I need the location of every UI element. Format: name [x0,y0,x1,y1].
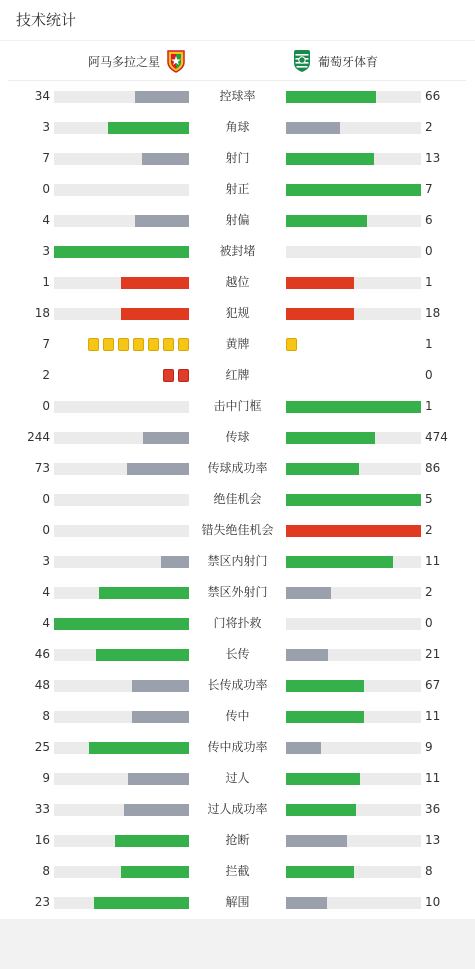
stat-row [0,236,475,267]
away-stat-bar [286,618,421,630]
home-stat-value: 7 [42,151,50,165]
away-stat-bar [286,277,421,289]
away-stat-bar-fill [286,835,347,847]
stats-list [0,81,475,918]
away-stat-value: 10 [425,895,441,909]
away-team[interactable] [292,49,378,73]
home-stat-bar-fill [54,246,189,258]
away-stat-bar [286,401,421,413]
away-stat-bar-fill [286,680,364,692]
home-stat-bar [54,649,189,661]
away-stat-value: 6 [425,213,433,227]
home-stat-bar-fill [143,432,189,444]
away-stat-bar-fill [286,494,421,506]
away-stat-bar-fill [286,463,359,475]
yellow-card-icon [118,338,129,351]
home-stat-value: 3 [42,554,50,568]
home-stat-value: 23 [34,895,50,909]
yellow-card-icon [148,338,159,351]
stat-row [0,732,475,763]
home-stat-bar-fill [142,153,189,165]
stat-row [0,763,475,794]
stat-row [0,701,475,732]
away-stat-value: 474 [425,430,448,444]
away-stat-bar-fill [286,215,367,227]
away-stat-bar-fill [286,649,328,661]
away-stat-value: 66 [425,89,441,103]
home-stat-bar [54,122,189,134]
home-team[interactable] [88,49,186,73]
stat-row [0,825,475,856]
stat-row [0,453,475,484]
home-stat-value: 7 [42,337,50,351]
away-stat-value: 7 [425,182,433,196]
yellow-card-icon [103,338,114,351]
stat-label: 长传成功率 [207,678,268,692]
home-red-cards [163,369,189,382]
stat-row [0,608,475,639]
yellow-card-icon [133,338,144,351]
away-stat-bar [286,246,421,258]
away-stat-bar [286,649,421,661]
home-stat-value: 244 [27,430,50,444]
home-stat-value: 8 [42,864,50,878]
away-stat-bar [286,680,421,692]
home-stat-bar [54,308,189,320]
home-stat-value: 34 [34,89,50,103]
away-stat-bar [286,153,421,165]
stat-label: 过人成功率 [207,802,268,816]
home-stat-bar-fill [161,556,189,568]
stat-row [0,267,475,298]
stat-row [0,887,475,918]
away-stat-bar [286,804,421,816]
away-stat-bar-fill [286,122,340,134]
away-stat-bar-fill [286,866,354,878]
teams-header [8,41,466,81]
away-stat-bar [286,897,421,909]
home-stat-bar-fill [121,277,189,289]
home-stat-bar [54,184,189,196]
home-stat-bar-fill [121,308,189,320]
stat-label: 禁区内射门 [207,554,268,568]
stat-row [0,639,475,670]
home-stat-bar-fill [132,711,189,723]
home-stat-bar [54,587,189,599]
home-stat-bar [54,153,189,165]
away-stat-bar-fill [286,277,354,289]
away-stat-bar [286,525,421,537]
away-stat-value: 21 [425,647,441,661]
away-team-name: 葡萄牙体育 [318,54,379,69]
home-stat-bar [54,711,189,723]
home-stat-value: 18 [34,306,50,320]
stat-label: 黄牌 [225,337,250,351]
stat-row [0,391,475,422]
away-stat-value: 13 [425,833,441,847]
home-stat-bar-fill [124,804,189,816]
home-stat-value: 3 [42,120,50,134]
away-stat-bar-fill [286,804,356,816]
yellow-card-icon [178,338,189,351]
home-stat-value: 4 [42,616,50,630]
away-stat-bar [286,556,421,568]
away-stat-bar [286,184,421,196]
away-stat-value: 8 [425,864,433,878]
away-stat-bar-fill [286,587,331,599]
home-stat-bar [54,494,189,506]
away-stat-bar-fill [286,91,376,103]
stat-label: 传中 [225,709,250,723]
away-stat-bar-fill [286,525,421,537]
away-stat-value: 2 [425,120,433,134]
away-stat-bar [286,494,421,506]
home-stat-bar-fill [127,463,189,475]
away-stat-bar [286,308,421,320]
stat-label: 绝佳机会 [213,492,262,506]
away-stat-bar [286,215,421,227]
home-stat-bar [54,432,189,444]
away-stat-value: 0 [425,616,433,630]
away-stat-bar-fill [286,184,421,196]
stat-label: 抢断 [225,833,250,847]
home-stat-bar-fill [135,91,189,103]
stat-label: 射偏 [225,213,250,227]
stat-label: 传球 [225,430,250,444]
stat-label: 越位 [225,275,250,289]
home-stat-bar-fill [128,773,189,785]
stat-label: 错失绝佳机会 [201,523,274,537]
stat-label: 传球成功率 [207,461,268,475]
stat-label: 射门 [225,151,250,165]
away-stat-bar [286,122,421,134]
stat-row [0,515,475,546]
home-stat-value: 0 [42,182,50,196]
stat-row [0,174,475,205]
stat-row [0,329,475,360]
home-stat-bar [54,215,189,227]
stat-label: 被封堵 [219,244,256,258]
red-card-icon [163,369,174,382]
stat-label: 解围 [225,895,250,909]
home-stat-value: 9 [42,771,50,785]
home-stat-bar-fill [135,215,189,227]
stat-label: 门将扑救 [213,616,262,630]
stat-label: 击中门框 [213,399,262,413]
stat-row [0,360,475,391]
home-stat-bar [54,463,189,475]
stat-label: 过人 [225,771,250,785]
away-stat-value: 1 [425,399,433,413]
yellow-card-icon [286,338,297,351]
stat-label: 射正 [225,182,250,196]
home-stat-bar [54,773,189,785]
home-yellow-cards [88,338,189,351]
away-stat-bar [286,835,421,847]
away-stat-bar-fill [286,153,374,165]
sporting-cp-crest-icon [292,49,312,73]
home-stat-bar-fill [132,680,189,692]
stat-row [0,546,475,577]
home-stat-value: 33 [34,802,50,816]
stat-label: 犯规 [225,306,250,320]
away-yellow-cards [286,338,297,351]
home-stat-value: 0 [42,399,50,413]
home-stat-bar [54,277,189,289]
stat-row [0,298,475,329]
away-stat-value: 2 [425,523,433,537]
stat-label: 角球 [225,120,250,134]
away-stat-value: 86 [425,461,441,475]
away-stat-value: 36 [425,802,441,816]
home-stat-value: 4 [42,585,50,599]
away-stat-value: 11 [425,554,441,568]
home-stat-bar [54,835,189,847]
stat-row [0,205,475,236]
home-stat-value: 25 [34,740,50,754]
home-stat-bar-fill [96,649,189,661]
yellow-card-icon [163,338,174,351]
home-stat-bar [54,246,189,258]
stat-label: 传中成功率 [207,740,268,754]
home-stat-value: 4 [42,213,50,227]
home-stat-bar [54,91,189,103]
home-stat-bar-fill [94,897,189,909]
away-stat-value: 18 [425,306,441,320]
home-stat-bar-fill [99,587,189,599]
stat-row [0,143,475,174]
away-stat-value: 5 [425,492,433,506]
home-stat-bar-fill [89,742,189,754]
away-stat-bar-fill [286,401,421,413]
away-stat-bar [286,91,421,103]
away-stat-bar [286,587,421,599]
away-stat-bar-fill [286,308,354,320]
away-stat-bar [286,432,421,444]
away-stat-value: 13 [425,151,441,165]
estrela-amadora-crest-icon [166,49,186,73]
home-stat-bar [54,401,189,413]
home-stat-value: 0 [42,523,50,537]
away-stat-value: 1 [425,337,433,351]
home-stat-bar-fill [54,618,189,630]
stat-row [0,856,475,887]
home-stat-value: 2 [42,368,50,382]
home-stat-bar-fill [115,835,189,847]
home-stat-bar-fill [108,122,189,134]
home-stat-value: 16 [34,833,50,847]
away-stat-value: 0 [425,244,433,258]
yellow-card-icon [88,338,99,351]
home-stat-bar [54,525,189,537]
away-stat-bar [286,773,421,785]
home-stat-value: 8 [42,709,50,723]
away-stat-value: 0 [425,368,433,382]
stat-row [0,577,475,608]
home-stat-value: 46 [34,647,50,661]
home-stat-value: 3 [42,244,50,258]
home-stat-bar [54,897,189,909]
home-team-name: 阿马多拉之星 [87,54,160,69]
stat-label: 拦截 [225,864,250,878]
stat-label: 禁区外射门 [207,585,268,599]
away-stat-bar-fill [286,711,364,723]
away-stat-bar-fill [286,773,360,785]
home-stat-bar-fill [121,866,189,878]
stat-row [0,81,475,112]
stat-label: 红牌 [225,368,250,382]
away-stat-value: 2 [425,585,433,599]
stat-row [0,794,475,825]
away-stat-bar-fill [286,742,321,754]
away-stat-bar-fill [286,556,393,568]
stat-row [0,484,475,515]
red-card-icon [178,369,189,382]
away-stat-bar-fill [286,897,327,909]
away-stat-value: 67 [425,678,441,692]
stat-label: 控球率 [219,89,256,103]
away-stat-bar [286,742,421,754]
home-stat-value: 73 [34,461,50,475]
home-stat-value: 0 [42,492,50,506]
stat-row [0,422,475,453]
home-stat-bar [54,618,189,630]
away-stat-bar-fill [286,432,375,444]
away-stat-bar [286,866,421,878]
home-stat-bar [54,804,189,816]
home-stat-value: 48 [34,678,50,692]
home-stat-bar [54,556,189,568]
away-stat-value: 11 [425,709,441,723]
home-stat-bar [54,866,189,878]
away-stat-bar [286,711,421,723]
away-stat-value: 11 [425,771,441,785]
stat-row [0,670,475,701]
stat-label: 长传 [225,647,250,661]
stat-row [0,112,475,143]
home-stat-bar [54,742,189,754]
home-stat-value: 1 [42,275,50,289]
away-stat-value: 1 [425,275,433,289]
page-title: 技术统计 [16,11,77,29]
away-stat-bar [286,463,421,475]
home-stat-bar [54,680,189,692]
away-stat-value: 9 [425,740,433,754]
